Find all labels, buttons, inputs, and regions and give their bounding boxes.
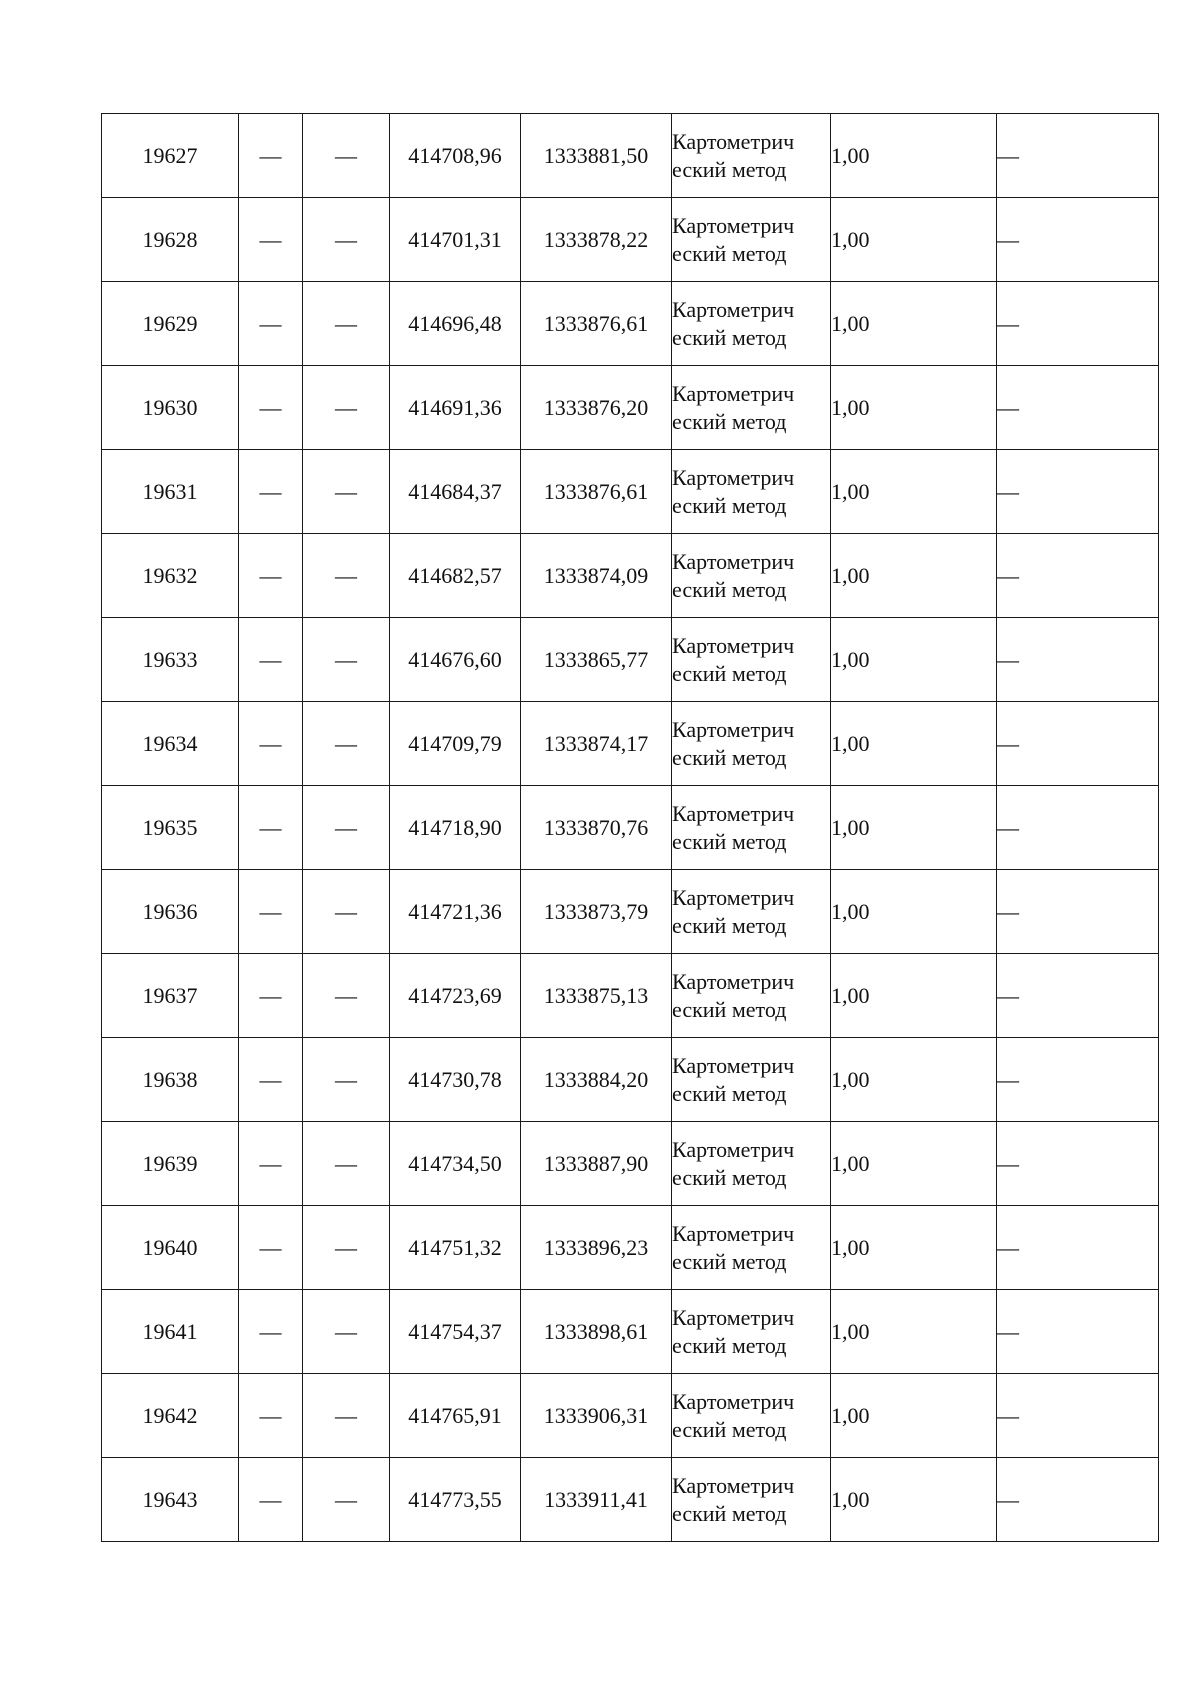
method-text: Картометрический метод	[672, 1388, 795, 1442]
method-text: Картометрический метод	[672, 212, 795, 266]
x-coordinate-cell: 414701,31	[390, 198, 521, 282]
empty-value-cell: —	[239, 450, 303, 534]
precision-cell: 1,00	[831, 870, 997, 954]
x-coordinate-cell: 414734,50	[390, 1122, 521, 1206]
x-coordinate-cell: 414684,37	[390, 450, 521, 534]
x-coordinate-cell: 414718,90	[390, 786, 521, 870]
empty-value-cell: —	[239, 702, 303, 786]
table-row	[102, 534, 1159, 618]
table-row	[102, 954, 1159, 1038]
empty-value-cell: —	[239, 198, 303, 282]
table-row	[102, 1206, 1159, 1290]
coordinates-table	[101, 113, 1159, 1542]
point-number-cell: 19629	[102, 282, 239, 366]
method-cell	[672, 954, 831, 1038]
empty-value-cell: —	[239, 954, 303, 1038]
description-cell: —	[997, 954, 1159, 1038]
precision-cell: 1,00	[831, 1038, 997, 1122]
method-text: Картометрический метод	[672, 800, 795, 854]
empty-value-cell: —	[303, 786, 390, 870]
method-text: Картометрический метод	[672, 1136, 795, 1190]
table-row	[102, 366, 1159, 450]
y-coordinate-cell: 1333878,22	[521, 198, 672, 282]
description-cell: —	[997, 618, 1159, 702]
point-number-cell: 19640	[102, 1206, 239, 1290]
point-number-cell: 19632	[102, 534, 239, 618]
method-cell	[672, 702, 831, 786]
y-coordinate-cell: 1333874,17	[521, 702, 672, 786]
method-text: Картометрический метод	[672, 296, 795, 350]
precision-cell: 1,00	[831, 618, 997, 702]
precision-cell: 1,00	[831, 114, 997, 198]
y-coordinate-cell: 1333873,79	[521, 870, 672, 954]
point-number-cell: 19641	[102, 1290, 239, 1374]
empty-value-cell: —	[303, 366, 390, 450]
x-coordinate-cell: 414709,79	[390, 702, 521, 786]
precision-cell: 1,00	[831, 366, 997, 450]
empty-value-cell: —	[303, 114, 390, 198]
empty-value-cell: —	[239, 1290, 303, 1374]
description-cell: —	[997, 1206, 1159, 1290]
empty-value-cell: —	[239, 1458, 303, 1542]
table-row	[102, 1122, 1159, 1206]
method-cell	[672, 534, 831, 618]
x-coordinate-cell: 414682,57	[390, 534, 521, 618]
point-number-cell: 19627	[102, 114, 239, 198]
point-number-cell: 19639	[102, 1122, 239, 1206]
method-cell	[672, 114, 831, 198]
precision-cell: 1,00	[831, 282, 997, 366]
empty-value-cell: —	[303, 1206, 390, 1290]
precision-cell: 1,00	[831, 702, 997, 786]
table-row	[102, 618, 1159, 702]
method-cell	[672, 198, 831, 282]
method-text: Картометрический метод	[672, 716, 795, 770]
point-number-cell: 19643	[102, 1458, 239, 1542]
point-number-cell: 19628	[102, 198, 239, 282]
description-cell: —	[997, 1458, 1159, 1542]
method-text: Картометрический метод	[672, 380, 795, 434]
method-cell	[672, 282, 831, 366]
y-coordinate-cell: 1333874,09	[521, 534, 672, 618]
method-cell	[672, 450, 831, 534]
empty-value-cell: —	[239, 282, 303, 366]
y-coordinate-cell: 1333876,61	[521, 282, 672, 366]
description-cell: —	[997, 1038, 1159, 1122]
method-cell	[672, 1206, 831, 1290]
point-number-cell: 19638	[102, 1038, 239, 1122]
empty-value-cell: —	[239, 1374, 303, 1458]
empty-value-cell: —	[303, 1458, 390, 1542]
precision-cell: 1,00	[831, 1206, 997, 1290]
point-number-cell: 19630	[102, 366, 239, 450]
empty-value-cell: —	[239, 534, 303, 618]
method-cell	[672, 1038, 831, 1122]
method-text: Картометрический метод	[672, 1052, 795, 1106]
x-coordinate-cell: 414721,36	[390, 870, 521, 954]
empty-value-cell: —	[239, 870, 303, 954]
empty-value-cell: —	[303, 1374, 390, 1458]
empty-value-cell: —	[303, 870, 390, 954]
empty-value-cell: —	[303, 954, 390, 1038]
x-coordinate-cell: 414696,48	[390, 282, 521, 366]
description-cell: —	[997, 282, 1159, 366]
empty-value-cell: —	[303, 1290, 390, 1374]
method-cell	[672, 1290, 831, 1374]
point-number-cell: 19631	[102, 450, 239, 534]
y-coordinate-cell: 1333898,61	[521, 1290, 672, 1374]
empty-value-cell: —	[303, 702, 390, 786]
y-coordinate-cell: 1333911,41	[521, 1458, 672, 1542]
point-number-cell: 19634	[102, 702, 239, 786]
x-coordinate-cell: 414691,36	[390, 366, 521, 450]
x-coordinate-cell: 414751,32	[390, 1206, 521, 1290]
table-row	[102, 786, 1159, 870]
description-cell: —	[997, 450, 1159, 534]
x-coordinate-cell: 414773,55	[390, 1458, 521, 1542]
method-cell	[672, 1374, 831, 1458]
precision-cell: 1,00	[831, 1458, 997, 1542]
method-text: Картометрический метод	[672, 128, 795, 182]
empty-value-cell: —	[303, 1038, 390, 1122]
table-row	[102, 114, 1159, 198]
description-cell: —	[997, 870, 1159, 954]
x-coordinate-cell: 414708,96	[390, 114, 521, 198]
x-coordinate-cell: 414676,60	[390, 618, 521, 702]
table-row	[102, 702, 1159, 786]
empty-value-cell: —	[239, 1206, 303, 1290]
empty-value-cell: —	[239, 1038, 303, 1122]
description-cell: —	[997, 786, 1159, 870]
empty-value-cell: —	[303, 534, 390, 618]
y-coordinate-cell: 1333884,20	[521, 1038, 672, 1122]
method-cell	[672, 618, 831, 702]
method-cell	[672, 1122, 831, 1206]
y-coordinate-cell: 1333896,23	[521, 1206, 672, 1290]
point-number-cell: 19636	[102, 870, 239, 954]
method-cell	[672, 366, 831, 450]
method-text: Картометрический метод	[672, 464, 795, 518]
table-row	[102, 1290, 1159, 1374]
point-number-cell: 19637	[102, 954, 239, 1038]
precision-cell: 1,00	[831, 786, 997, 870]
table-row	[102, 282, 1159, 366]
y-coordinate-cell: 1333870,76	[521, 786, 672, 870]
method-text: Картометрический метод	[672, 548, 795, 602]
description-cell: —	[997, 1374, 1159, 1458]
y-coordinate-cell: 1333876,61	[521, 450, 672, 534]
empty-value-cell: —	[303, 618, 390, 702]
x-coordinate-cell: 414765,91	[390, 1374, 521, 1458]
precision-cell: 1,00	[831, 534, 997, 618]
method-text: Картометрический метод	[672, 968, 795, 1022]
table-row	[102, 198, 1159, 282]
empty-value-cell: —	[239, 786, 303, 870]
y-coordinate-cell: 1333881,50	[521, 114, 672, 198]
x-coordinate-cell: 414730,78	[390, 1038, 521, 1122]
method-text: Картометрический метод	[672, 1472, 795, 1526]
empty-value-cell: —	[303, 282, 390, 366]
empty-value-cell: —	[239, 1122, 303, 1206]
method-cell	[672, 786, 831, 870]
point-number-cell: 19642	[102, 1374, 239, 1458]
method-cell	[672, 870, 831, 954]
table-row	[102, 1374, 1159, 1458]
method-text: Картометрический метод	[672, 884, 795, 938]
method-text: Картометрический метод	[672, 1220, 795, 1274]
precision-cell: 1,00	[831, 450, 997, 534]
y-coordinate-cell: 1333906,31	[521, 1374, 672, 1458]
x-coordinate-cell: 414723,69	[390, 954, 521, 1038]
point-number-cell: 19633	[102, 618, 239, 702]
description-cell: —	[997, 1290, 1159, 1374]
precision-cell: 1,00	[831, 198, 997, 282]
precision-cell: 1,00	[831, 1122, 997, 1206]
precision-cell: 1,00	[831, 1290, 997, 1374]
y-coordinate-cell: 1333887,90	[521, 1122, 672, 1206]
description-cell: —	[997, 702, 1159, 786]
precision-cell: 1,00	[831, 954, 997, 1038]
description-cell: —	[997, 198, 1159, 282]
method-text: Картометрический метод	[672, 1304, 795, 1358]
precision-cell: 1,00	[831, 1374, 997, 1458]
empty-value-cell: —	[239, 114, 303, 198]
empty-value-cell: —	[239, 366, 303, 450]
method-text: Картометрический метод	[672, 632, 795, 686]
method-cell	[672, 1458, 831, 1542]
table-row	[102, 1038, 1159, 1122]
empty-value-cell: —	[303, 450, 390, 534]
empty-value-cell: —	[303, 1122, 390, 1206]
description-cell: —	[997, 1122, 1159, 1206]
point-number-cell: 19635	[102, 786, 239, 870]
table-row	[102, 1458, 1159, 1542]
empty-value-cell: —	[303, 198, 390, 282]
description-cell: —	[997, 114, 1159, 198]
y-coordinate-cell: 1333875,13	[521, 954, 672, 1038]
y-coordinate-cell: 1333865,77	[521, 618, 672, 702]
description-cell: —	[997, 366, 1159, 450]
x-coordinate-cell: 414754,37	[390, 1290, 521, 1374]
table-row	[102, 450, 1159, 534]
y-coordinate-cell: 1333876,20	[521, 366, 672, 450]
table-row	[102, 870, 1159, 954]
empty-value-cell: —	[239, 618, 303, 702]
table-body	[102, 114, 1159, 1542]
description-cell: —	[997, 534, 1159, 618]
